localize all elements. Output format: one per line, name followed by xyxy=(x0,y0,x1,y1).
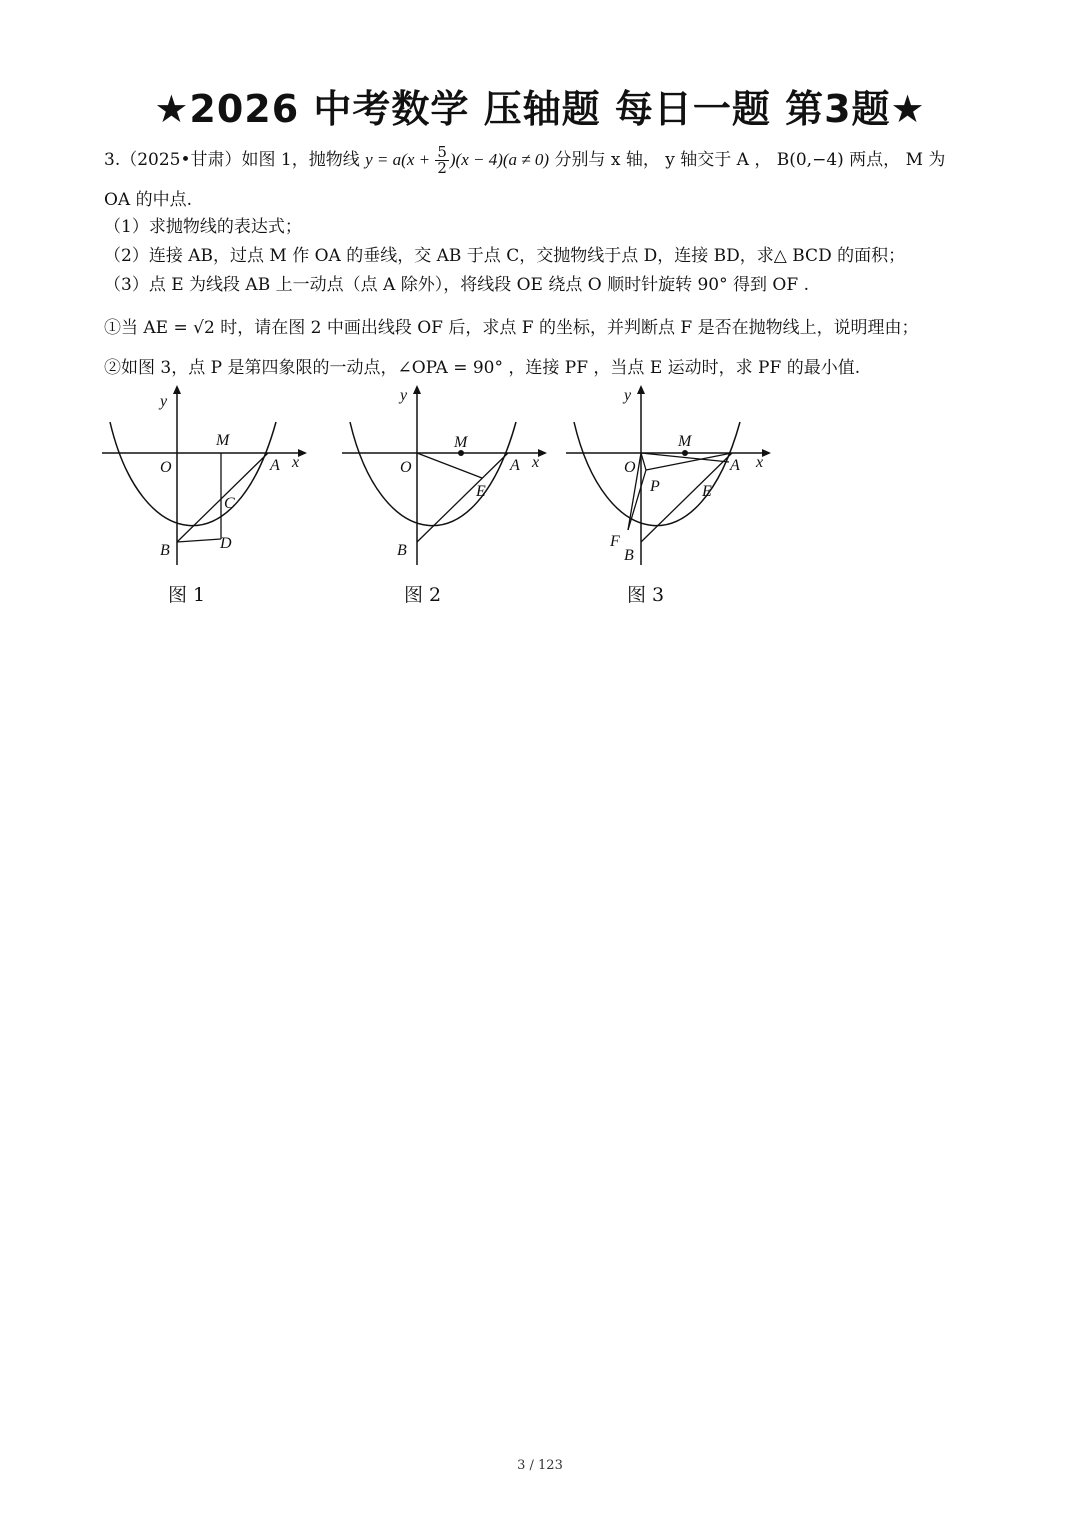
label-m: M xyxy=(216,432,230,449)
segment-ab xyxy=(417,453,508,542)
formula-part-b: )(x − 4)(a ≠ 0) xyxy=(449,150,550,169)
label-y: y xyxy=(160,393,168,410)
parabola xyxy=(350,422,516,526)
question-1: （1）求抛物线的表达式； xyxy=(104,217,302,237)
label-a: A xyxy=(510,457,520,474)
fraction-denominator: 2 xyxy=(437,159,447,177)
label-c: C xyxy=(224,495,235,512)
fraction-numerator: 5 xyxy=(437,143,447,161)
point-m xyxy=(682,450,688,456)
y-axis-arrow xyxy=(413,385,421,394)
label-d: D xyxy=(220,535,232,552)
label-o: O xyxy=(624,459,636,476)
question-3: （3）点 E 为线段 AB 上一动点（点 A 除外），将线段 OE 绕点 O 顺时针旋转 90° 得到 OF . xyxy=(104,275,809,295)
segment-bd xyxy=(177,539,221,542)
y-axis-arrow xyxy=(637,385,645,394)
problem-line-1 xyxy=(104,145,945,176)
figure-3 xyxy=(564,380,774,570)
problem-line-2: OA 的中点. xyxy=(104,190,193,210)
problem-intro-tail: 分别与 x 轴， y 轴交于 A ， B(0,−4) 两点， M 为 xyxy=(549,150,946,170)
figure-1-caption: 图 1 xyxy=(168,584,206,606)
y-axis-arrow xyxy=(173,385,181,394)
label-b: B xyxy=(624,547,634,564)
x-axis-arrow xyxy=(298,449,307,457)
segment-oe xyxy=(417,453,482,478)
formula-fraction xyxy=(435,145,449,176)
figure-2-caption: 图 2 xyxy=(404,584,442,606)
label-e: E xyxy=(702,483,712,500)
sub-question-1: ①当 AE = √2 时，请在图 2 中画出线段 OF 后，求点 F 的坐标，并判断点 F 是否在抛物线上，说明理由； xyxy=(104,318,919,338)
label-o: O xyxy=(400,459,412,476)
x-axis-arrow xyxy=(538,449,547,457)
label-y: y xyxy=(400,387,408,404)
label-x: x xyxy=(532,454,540,471)
parabola xyxy=(110,422,276,526)
label-y: y xyxy=(624,387,632,404)
label-m: M xyxy=(678,433,692,450)
formula-part-a: y = a(x + xyxy=(365,150,435,169)
label-x: x xyxy=(292,454,300,471)
figure-2 xyxy=(340,380,550,570)
label-p: P xyxy=(650,478,660,495)
x-axis-arrow xyxy=(762,449,771,457)
parabola xyxy=(574,422,740,526)
label-a: A xyxy=(270,457,280,474)
label-e: E xyxy=(476,483,486,500)
label-a: A xyxy=(730,457,740,474)
problem-intro: 3.（2025•甘肃）如图 1，抛物线 xyxy=(104,150,366,170)
label-b: B xyxy=(160,542,170,559)
page-number: 3 / 123 xyxy=(517,1458,563,1473)
label-o: O xyxy=(160,459,172,476)
label-x: x xyxy=(756,454,764,471)
segment-ab xyxy=(177,453,268,542)
label-b: B xyxy=(397,542,407,559)
sub-question-2: ②如图 3，点 P 是第四象限的一动点，∠OPA = 90° ，连接 PF ，当点 E 运动时，求 PF 的最小值. xyxy=(104,358,861,378)
segment-ab xyxy=(641,453,732,542)
page-title: ★2026 中考数学 压轴题 每日一题 第3题★ xyxy=(154,87,926,131)
question-2: （2）连接 AB，过点 M 作 OA 的垂线，交 AB 于点 C，交抛物线于点 D，连接 BD，求△ BCD 的面积； xyxy=(104,246,906,266)
figure-1 xyxy=(100,380,310,570)
label-f: F xyxy=(610,533,620,550)
label-m: M xyxy=(454,434,468,451)
figure-3-caption: 图 3 xyxy=(627,584,665,606)
